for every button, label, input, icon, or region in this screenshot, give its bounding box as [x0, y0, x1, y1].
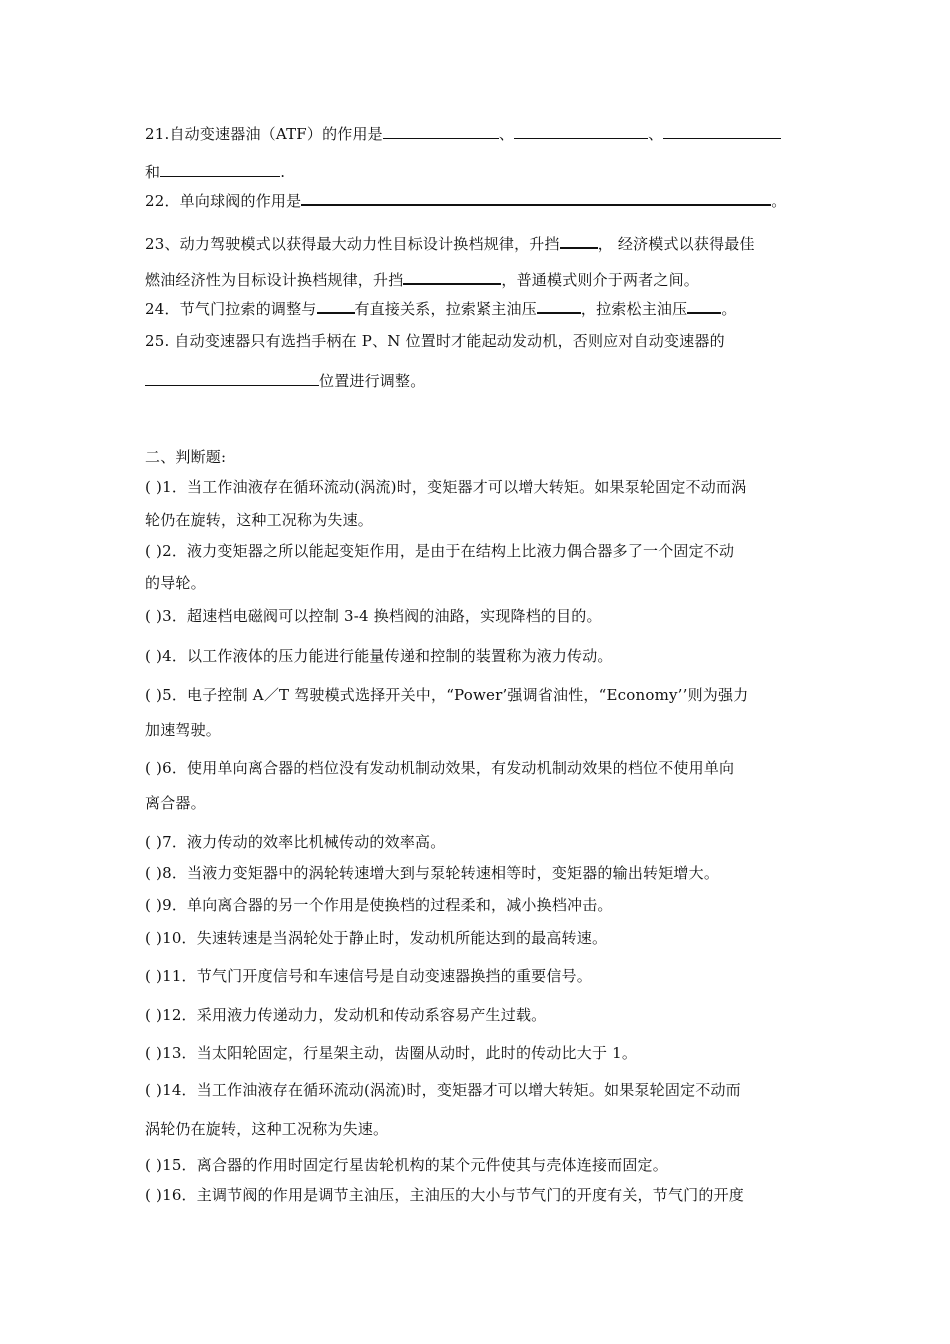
q24-blank-3[interactable] [687, 298, 721, 314]
judge-line: ( )2．液力变矩器之所以能起变矩作用，是由于在结构上比液力偶合器多了一个固定不动 [145, 542, 735, 560]
q24-b: 有直接关系，拉索紧主油压 [354, 300, 537, 318]
judge-line: ( )8．当液力变矩器中的涡轮转速增大到与泵轮转速相等时，变矩器的输出转矩增大。 [145, 864, 720, 882]
judge-line: ( )4．以工作液体的压力能进行能量传递和控制的装置称为液力传动。 [145, 647, 613, 665]
section-title: 二、判断题: [145, 448, 227, 466]
q25-line2 [145, 371, 425, 391]
q23-line2-b: ，普通模式则介于两者之间。 [501, 271, 700, 289]
q21-line2-prefix: 和 [145, 163, 161, 181]
q21-blank-1[interactable] [383, 124, 499, 139]
q21-prefix: 21.自动变速器油（ATF）的作用是 [145, 125, 383, 143]
q21-sep1: 、 [498, 125, 515, 143]
q21-line1 [145, 124, 781, 144]
q25-line2-text: 位置进行调整。 [319, 372, 426, 390]
q24-c: ，拉索松主油压 [580, 300, 688, 318]
q23-blank-2[interactable] [403, 269, 501, 285]
q23-line1-a: 23、动力驾驶模式以获得最大动力性目标设计换档规律，升挡 [145, 235, 560, 253]
q23-line2 [145, 269, 699, 290]
q21-line2 [145, 162, 285, 182]
q21-line2-end: . [280, 163, 286, 181]
q22-prefix: 22．单向球阀的作用是 [145, 192, 302, 210]
judge-line: ( )15．离合器的作用时固定行星齿轮机构的某个元件使其与壳体连接而固定。 [145, 1156, 668, 1174]
judge-line: ( )16．主调节阀的作用是调节主油压，主油压的大小与节气门的开度有关，节气门的开度 [145, 1186, 744, 1204]
q21-blank-3[interactable] [663, 124, 781, 139]
judge-line: ( )12．采用液力传递动力，发动机和传动系容易产生过载。 [145, 1006, 547, 1024]
q25-line1-text: 25. 自动变速器只有选挡手柄在 P、N 位置时才能起动发动机，否则应对自动变速器的 [145, 332, 725, 350]
q22-end: 。 [771, 192, 787, 210]
q23-blank-1[interactable] [560, 233, 598, 249]
judge-line: 涡轮仍在旋转，这种工况称为失速。 [145, 1120, 389, 1138]
q24-d: 。 [721, 300, 737, 318]
q22-line [145, 190, 787, 211]
q23-line1 [145, 233, 755, 254]
judge-line: ( )1．当工作油液存在循环流动(涡流)时，变矩器才可以增大转矩。如果泵轮固定不动而涡 [145, 478, 747, 496]
judge-line: 加速驾驶。 [145, 721, 222, 739]
q24-a: 24．节气门拉索的调整与 [145, 300, 317, 318]
judge-line: ( )10．失速转速是当涡轮处于静止时，发动机所能达到的最高转速。 [145, 929, 608, 947]
judge-line: ( )13．当太阳轮固定，行星架主动，齿圈从动时，此时的传动比大于 1。 [145, 1044, 638, 1062]
q23-line1-b: ， 经济模式以获得最佳 [597, 235, 755, 253]
q25-blank[interactable] [145, 371, 319, 386]
judge-line: ( )11．节气门开度信号和车速信号是自动变速器换挡的重要信号。 [145, 967, 592, 985]
q24-blank-1[interactable] [317, 298, 355, 314]
judge-line: ( )14．当工作油液存在循环流动(涡流)时，变矩器才可以增大转矩。如果泵轮固定不动而 [145, 1081, 741, 1099]
judge-line: 轮仍在旋转，这种工况称为失速。 [145, 511, 374, 529]
q21-blank-4[interactable] [160, 162, 280, 177]
q23-line2-a: 燃油经济性为目标设计换档规律，升挡 [145, 271, 404, 289]
q21-sep2: 、 [648, 125, 664, 143]
judge-line: ( )7．液力传动的效率比机械传动的效率高。 [145, 833, 446, 851]
judge-line: ( )3．超速档电磁阀可以控制 3-4 换档阀的油路，实现降档的目的。 [145, 607, 602, 625]
judge-line: 离合器。 [145, 794, 206, 812]
judge-line: ( )9．单向离合器的另一个作用是使换档的过程柔和，减小换档冲击。 [145, 896, 613, 914]
q21-blank-2[interactable] [514, 124, 648, 139]
judge-line: ( )5．电子控制 A／T 驾驶模式选择开关中，“Power’强调省油性，“Economy’’则为强力 [145, 686, 749, 704]
q24-blank-2[interactable] [537, 298, 581, 314]
judge-line: ( )6．使用单向离合器的档位没有发动机制动效果，有发动机制动效果的档位不使用单向 [145, 759, 735, 777]
q22-blank[interactable] [301, 190, 771, 206]
q24-line [145, 298, 737, 319]
q25-line1 [145, 331, 725, 351]
judge-line: 的导轮。 [145, 574, 206, 592]
